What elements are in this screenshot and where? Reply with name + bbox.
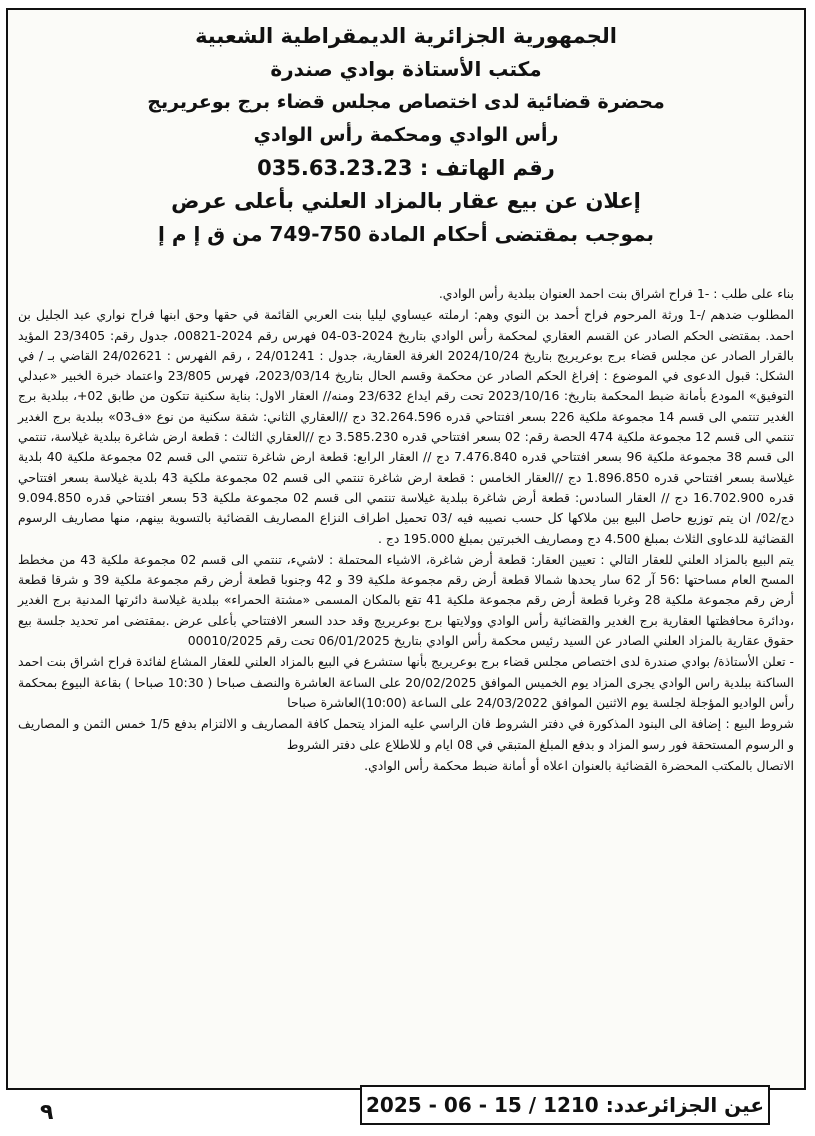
office-name: مكتب الأستاذة بوادي صندرة	[270, 57, 542, 81]
corner-mark: ٩	[40, 1100, 54, 1125]
announcement-title: إعلان عن بيع عقار بالمزاد العلني بأعلى عرض	[171, 189, 641, 213]
paragraph-auction-notice: - تعلن الأستاذة/ بوادي صندرة لدى اختصاص مجلس قضاء برج بوعريريج بأنها ستشرع في البيع بالمزاد العلني للعقار المشاع لفائدة فراح اشراق بنت احمد الساكنة ببلدية راس الوادي يجرى المزاد يوم الخميس الموافق 20/02/2025 على الساعة العاشرة والنصف صباحا ( 10:30 صباحا ) بقاعة البيوع بمحكمة رأس الواديو المؤجلة لجلسة يوم الاثنين الموافق 24/03/2022 على الساعة (10:00)العاشرة صباحا	[18, 654, 794, 710]
legal-basis: بموجب بمقتضى أحكام المادة 750-749 من ق إ م إ	[158, 222, 654, 246]
newspaper-reference: عين الجزائرعدد: 1210 / 15 - 06 - 2025	[360, 1085, 770, 1125]
phone-number: رقم الهاتف : 035.63.23.23	[257, 156, 555, 180]
paragraph-contact: الاتصال بالمكتب المحضرة القضائية بالعنوان اعلاه أو أمانة ضبط محكمة رأس الوادي.	[364, 757, 794, 773]
announcement-header	[8, 10, 804, 251]
paragraph-property: يتم البيع بالمزاد العلني للعقار التالي : تعيين العقار: قطعة أرض شاغرة، الاشياء المحتملة : لاشيء، تنتمي الى قسم 02 مجموعة ملكية 43 من مخطط المسح العام مساحتها :56 آر 62 سار يحدها شمالا قطعة أرض رقم مجموعة ملكية 39 و 42 وجنوبا قطعة أرض رقم مجموعة ملكية 39 و شرقا قطعة أرض رقم مجموعة ملكية 28 وغربا قطعة أرض رقم مجموعة ملكية 41 تقع بالمكان المسمى «مشتة الحمراء» ببلدية غيلاسة دائرتها المدنية برج الغدير ،ودائرة محافظتها العقارية برج الغدير والقضائية رأس الوادي وولايتها برج بوعريريج وقد حدد السعر الافتتاحي بأعلى عرض .بمقتضى امر تحديد جلسة بيع حقوق عقارية بالمزاد العلني الصادر عن السيد رئيس محكمة رأس الوادي بتاريخ 06/01/2025 تحت رقم 00010/2025	[18, 551, 795, 649]
announcement-body	[18, 284, 794, 777]
court-name: رأس الوادي ومحكمة رأس الوادي	[253, 124, 559, 146]
paragraph-requester: بناء على طلب : -1 فراح اشراق بنت احمد العنوان ببلدية رأس الوادي.	[438, 286, 794, 301]
announcement-frame	[6, 8, 806, 1090]
paragraph-sale-conditions: شروط البيع : إضافة الى البنود المذكورة في دفتر الشروط فان الراسي عليه المزاد يتحمل كافة المصاريف و الالتزام بدفع 1/5 خمس الثمن و المصاريف و الرسوم المستحقة فور رسو المزاد و بدفع المبلغ المتبقي في 08 ايام و للاطلاع على دفتر الشروط	[18, 716, 794, 752]
paragraph-defendants: المطلوب ضدهم /-1 ورثة المرحوم فراح أحمد بن النوي وهم: ارملته عيساوي ليليا بنت العربي القائمة في حقها وحق ابنها فراح نواري عبد الجليل بن احمد. بمقتضى الحكم الصادر عن القسم العقاري لمحكمة رأس الوادي بتاريخ 2024-03-04 فهرس رقم 2024-00821، جدول رقم: 23/3405 المؤيد بالقرار الصادر عن مجلس قضاء برج بوعريريج بتاريخ 2024/10/24 الغرفة العقارية، جدول : 24/01241 ، رقم الفهرس : 24/02621 القاضي بـ / في الشكل: قبول الدعوى في الموضوع : إفراغ الحكم الصادر عن محكمة وقسم الحال بتاريخ 2023/03/14، فهرس 23/805 واعتماد خبرة الخبير «عبدلي التوفيق» المودع بأمانة ضبط المحكمة بتاريخ: 2023/10/16 تحت رقم ايداع 23/632 ومنه// العقار الاول: بناية سكنية تتكون من طابق 02+، ببلدية برج الغدير تنتمي الى قسم 14 مجموعة ملكية 226 بسعر افتتاحي قدره 32.264.596 دج //العقاري الثاني: شقة سكنية من نوع «ف03» ببلدية برج الغدير تنتمي الى قسم 12 مجموعة ملكية 474 الحصة رقم: 02 بسعر افتتاحي قدره 3.585.230 دج //العقاري الثالث : قطعة ارض شاغرة ببلدية غيلاسة، تنتمي الى قسم 38 مجموعة ملكية 96 بسعر افتتاحي قدره 7.476.840 دج // العقار الرابع: قطعة ارض شاغرة تنتمي الى قسم 02 مجموعة ملكية 40 بلدية غيلاسة بسعر افتتاحي قدره 1.896.850 دج //العقار الخامس : قطعة ارض شاغرة تنتمي الى قسم 02 مجموعة ملكية 43 بلدية غيلاسة بسعر افتتاحي قدره 16.702.900 دج // العقار السادس: قطعة أرض شاغرة ببلدية غيلاسة تنتمي الى قسم 02 مجموعة ملكية 53 بسعر افتتاحي قدره 9.094.850 دج/02/ ان يتم توزيع حاصل البيع بين ملاكها كل حسب نصيبه فيه /03 تحميل اطراف النزاع المصاريف القضائية بالتسوية بينهم، منها مصاريف الرسوم القضائية للدعاوى الثلاث بمبلغ 4.500 دج ومصاريف الخبرتين بمبلغ 195.000 دج .	[18, 307, 795, 546]
republic-title: الجمهورية الجزائرية الديمقراطية الشعبية	[195, 24, 617, 48]
bailiff-jurisdiction: محضرة قضائية لدى اختصاص مجلس قضاء برج بوعريريج	[147, 91, 665, 113]
